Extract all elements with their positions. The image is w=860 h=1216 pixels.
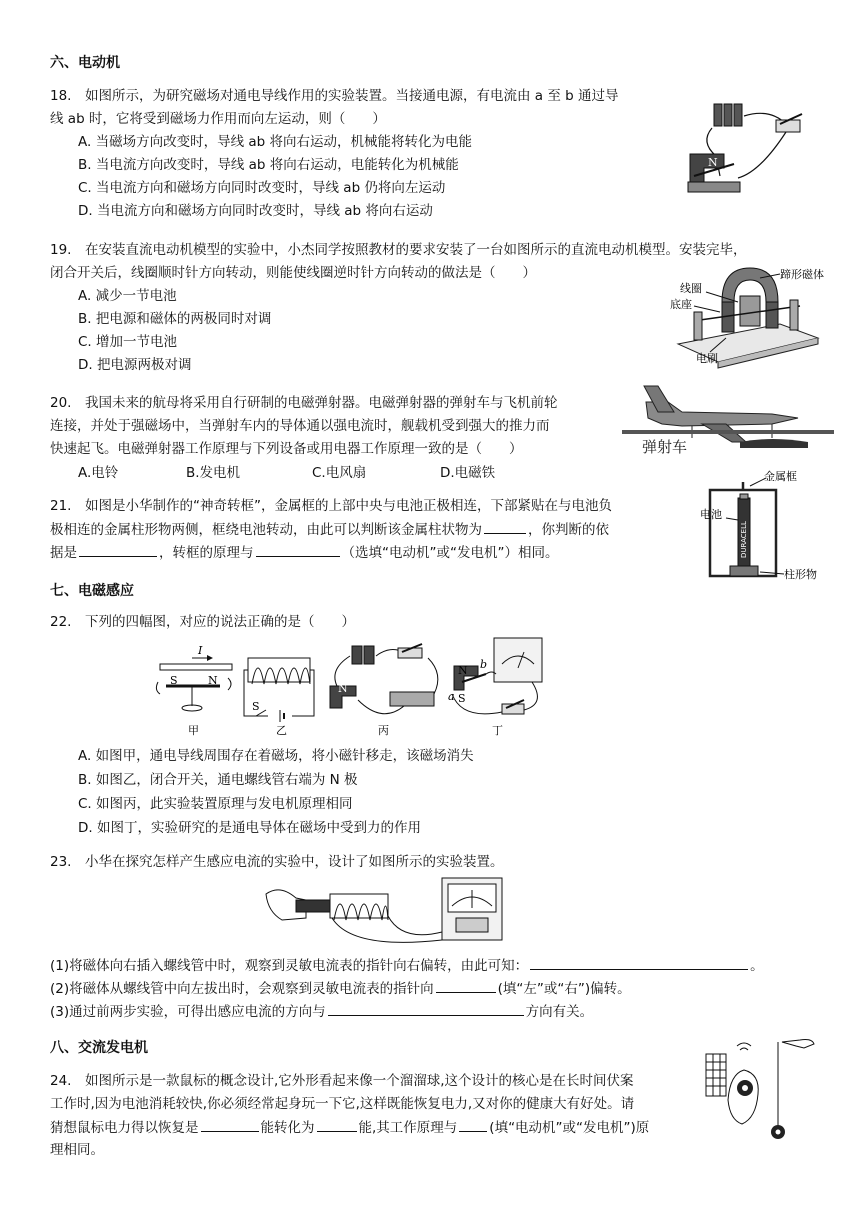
q22-option-a[interactable]: A. 如图甲，通电导线周围存在着磁场，将小磁针移走，该磁场消失 (78, 748, 474, 764)
q21-battery-brand: DURACELL (740, 521, 748, 558)
q22-fig-ding-s: S (458, 692, 466, 705)
q21-stem-line2-a: 极相连的金属柱形物两侧，框绕电池转动，由此可以判断该金属柱状物为 (50, 522, 482, 538)
q18-stem-line2: 线 ab 时，它将受到磁场力作用而向左运动，则（ ） (50, 111, 386, 127)
q21-magic-frame-figure (700, 468, 818, 582)
q22-fig-ding (448, 638, 542, 737)
q19-option-b[interactable]: B. 把电源和磁体的两极同时对调 (78, 311, 272, 327)
q22-stem: 22. 下列的四幅图，对应的说法正确的是（ ） (50, 614, 355, 630)
q23-part3 (50, 1001, 593, 1022)
q24-line3-c: 能,其工作原理与 (358, 1120, 458, 1136)
q21-label-frame: 金属框 (764, 470, 797, 483)
q22-fig-yi (244, 658, 314, 737)
q18-fig-letter-n: N (708, 156, 718, 169)
q22-fig-ding-n: N (458, 664, 468, 677)
q24-line3-a: 猜想鼠标电力得以恢复是 (50, 1120, 199, 1136)
q23-blank-direction[interactable] (436, 978, 496, 993)
q23-blank-conclusion[interactable] (530, 955, 748, 970)
q18-option-c[interactable]: C. 当电流方向和磁场方向同时改变时，导线 ab 仍将向左运动 (78, 180, 446, 196)
q22-fig-yi-label: 乙 (276, 724, 287, 737)
q24-blank-target-energy[interactable] (317, 1117, 357, 1132)
q22-option-d[interactable]: D. 如图丁，实验研究的是通电导体在磁场中受到力的作用 (78, 820, 421, 836)
q23-part3-text: (3)通过前两步实验，可得出感应电流的方向与 (50, 1004, 326, 1020)
q22-fig-bing (330, 644, 438, 737)
q22-four-figures (152, 634, 556, 742)
q24-yoyo-mouse-figure (700, 1034, 820, 1144)
q22-fig-jia-label: 甲 (188, 724, 199, 737)
q22-fig-ding-label: 丁 (492, 724, 503, 737)
q22-fig-yi-switch-s: S (252, 700, 260, 713)
q18-option-a[interactable]: A. 当磁场方向改变时，导线 ab 将向右运动，机械能将转化为电能 (78, 134, 473, 150)
q21-label-cylinder: 柱形物 (784, 568, 817, 581)
q20-catapult-jet-figure (622, 378, 834, 464)
q19-option-a[interactable]: A. 减少一节电池 (78, 288, 177, 304)
q22-option-b[interactable]: B. 如图乙，闭合开关，通电螺线管右端为 N 极 (78, 772, 358, 788)
q21-stem-line3 (50, 542, 558, 563)
q21-stem-line3-a: 据是 (50, 545, 77, 561)
section-heading-ac-generator: 八、交流发电机 (50, 1040, 148, 1056)
q20-option-c[interactable]: C.电风扇 (312, 465, 367, 481)
q21-stem-line3-c: （选填“电动机”或“发电机”）相同。 (341, 545, 559, 561)
q21-blank-principle[interactable] (256, 542, 340, 557)
q24-line3-b: 能转化为 (260, 1120, 315, 1136)
q20-option-a[interactable]: A.电铃 (78, 465, 119, 481)
q24-line2: 工作时,因为电池消耗较快,你必须经常起身玩一下它,这样既能恢复电力,又对你的健康大有好处。请 (50, 1096, 635, 1112)
q19-label-magnet: 蹄形磁体 (780, 268, 824, 281)
q24-blank-source-energy[interactable] (201, 1117, 259, 1132)
q23-blank-factor[interactable] (328, 1001, 524, 1016)
q19-label-base: 底座 (670, 298, 692, 311)
q21-stem-line2-b: ，你判断的依 (528, 522, 609, 538)
q22-fig-jia (156, 644, 232, 737)
q18-option-d[interactable]: D. 当电流方向和磁场方向同时改变时，导线 ab 将向右运动 (78, 203, 433, 219)
q23-induction-setup-figure (262, 872, 552, 952)
q23-part1-end: 。 (750, 958, 764, 974)
section-heading-motor: 六、电动机 (50, 55, 120, 71)
q19-label-brush: 电刷 (696, 352, 718, 365)
q18-motor-apparatus-figure (680, 98, 810, 196)
q21-blank-reason[interactable] (79, 542, 157, 557)
q21-stem-line1: 21. 如图是小华制作的“神奇转框”，金属框的上部中央与电池正极相连，下部紧贴在与电池负 (50, 498, 612, 514)
q18-option-b[interactable]: B. 当电流方向改变时，导线 ab 将向右运动，电能转化为机械能 (78, 157, 459, 173)
q21-stem-line3-b: ，转框的原理与 (159, 545, 254, 561)
q22-fig-jia-s: S (170, 674, 178, 687)
q19-label-coil: 线圈 (680, 282, 702, 295)
q22-fig-ding-a: a (448, 690, 455, 703)
q24-line3 (50, 1117, 649, 1138)
q20-stem-line3: 快速起飞。电磁弹射器工作原理与下列设备或用电器工作原理一致的是（ ） (50, 441, 523, 457)
q23-part2 (50, 978, 631, 999)
q19-stem-line1: 19. 在安装直流电动机模型的实验中，小杰同学按照教材的要求安装了一台如图所示的直流电动机模型。安装完毕， (50, 242, 747, 258)
q20-option-b[interactable]: B.发电机 (186, 465, 241, 481)
q22-fig-bing-n: N (338, 682, 348, 695)
q19-stem-line2: 闭合开关后，线圈顺时针方向转动，则能使线圈逆时针方向转动的做法是（ ） (50, 265, 536, 281)
q24-line1: 24. 如图所示是一款鼠标的概念设计,它外形看起来像一个溜溜球,这个设计的核心是在长时间伏案 (50, 1073, 634, 1089)
q21-label-battery: 电池 (700, 508, 722, 521)
q21-stem-line2 (50, 519, 609, 540)
q24-blank-principle[interactable] (459, 1117, 487, 1132)
section-heading-induction: 七、电磁感应 (50, 583, 134, 599)
q22-option-c[interactable]: C. 如图丙，此实验装置原理与发电机原理相同 (78, 796, 353, 812)
q19-option-d[interactable]: D. 把电源两极对调 (78, 357, 192, 373)
q23-part1-text: (1)将磁体向右插入螺线管中时，观察到灵敏电流表的指针向右偏转，由此可知： (50, 958, 529, 974)
q22-fig-bing-label: 丙 (378, 724, 389, 737)
q20-stem-line2: 连接，并处于强磁场中，当弹射车内的导体通以强电流时，舰载机受到强大的推力而 (50, 418, 550, 434)
q23-part1 (50, 955, 764, 976)
q20-label-catapult-cart: 弹射车 (642, 440, 688, 456)
q19-dc-motor-figure (660, 262, 830, 370)
q20-option-d[interactable]: D.电磁铁 (440, 465, 496, 481)
q24-line4: 理相同。 (50, 1142, 104, 1158)
q21-blank-cylinder-material[interactable] (484, 519, 526, 534)
q23-part2-text: (2)将磁体从螺线管中向左拔出时，会观察到灵敏电流表的指针向 (50, 981, 434, 997)
q19-option-c[interactable]: C. 增加一节电池 (78, 334, 178, 350)
q22-fig-ding-b: b (480, 658, 488, 671)
q20-stem-line1: 20. 我国未来的航母将采用自行研制的电磁弹射器。电磁弹射器的弹射车与飞机前轮 (50, 395, 558, 411)
q18-stem-line1: 18. 如图所示，为研究磁场对通电导线作用的实验装置。当接通电源，有电流由 a 至 b 通过导 (50, 88, 619, 104)
q23-part2-end: (填“左”或“右”)偏转。 (497, 981, 631, 997)
q23-stem: 23. 小华在探究怎样产生感应电流的实验中，设计了如图所示的实验装置。 (50, 854, 504, 870)
q22-fig-jia-n: N (208, 674, 218, 687)
q23-part3-end: 方向有关。 (525, 1004, 594, 1020)
q22-fig-jia-current: I (198, 644, 203, 657)
q24-line3-d: (填“电动机”或“发电机”)原 (489, 1120, 650, 1136)
